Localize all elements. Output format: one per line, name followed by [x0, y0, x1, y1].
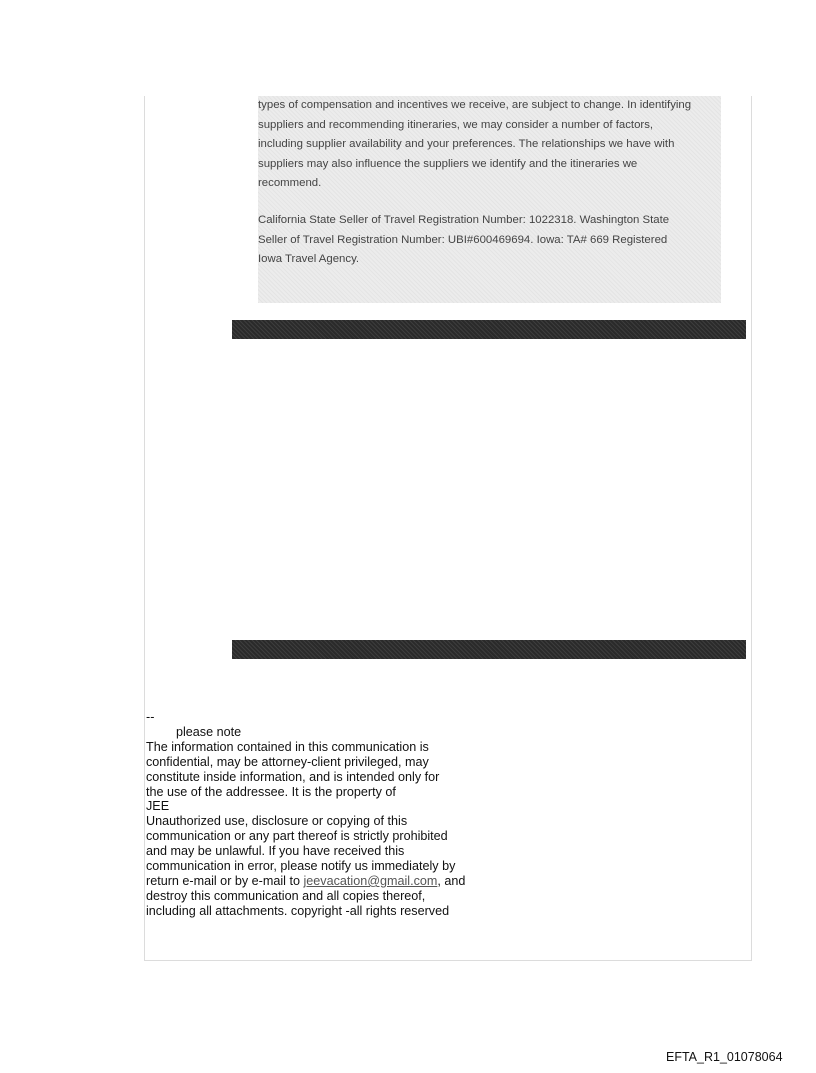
confidentiality-line: destroy this communication and all copies thereof, [146, 888, 426, 903]
email-signature [146, 710, 566, 919]
confidentiality-line: the use of the addressee. It is the property of [146, 784, 396, 799]
confidentiality-line: JEE [146, 799, 170, 814]
registration-line: California State Seller of Travel Registration Number: 1022318. Washington State [258, 214, 670, 226]
travel-disclosure-box [258, 96, 721, 303]
disclosure-line: suppliers and recommending itineraries, we may consider a number of factors, [258, 118, 654, 131]
disclosure-paragraph-registration [258, 211, 721, 270]
email-link[interactable]: jeevacation@gmail.com [303, 873, 438, 888]
confidentiality-line: confidential, may be attorney-client privileged, may [146, 754, 429, 769]
confidentiality-line: communication or any part thereof is strictly prohibited [146, 829, 448, 844]
confidentiality-line: constitute inside information, and is intended only for [146, 769, 440, 784]
email-line-suffix: , and [437, 873, 466, 888]
registration-line: Iowa Travel Agency. [258, 253, 360, 266]
redaction-bar-top [232, 320, 746, 339]
confidentiality-line: and may be unlawful. If you have received this [146, 844, 405, 859]
email-contact-line [146, 874, 566, 889]
disclosure-line: types of compensation and incentives we receive, are subject to change. In identifying [258, 99, 692, 111]
email-line-prefix: return e-mail or by e-mail to [146, 873, 304, 888]
redaction-bar-bottom [232, 640, 746, 659]
signature-separator: -- [146, 710, 155, 724]
confidentiality-line: Unauthorized use, disclosure or copying of this [146, 814, 408, 829]
disclosure-paragraph-compensation [258, 96, 721, 194]
confidentiality-line: The information contained in this communication is [146, 739, 429, 754]
note-heading: please note [176, 724, 242, 739]
confidentiality-line: including all attachments. copyright -all rights reserved [146, 903, 450, 918]
registration-line: Seller of Travel Registration Number: UBI#600469694. Iowa: TA# 669 Registered [258, 233, 668, 246]
confidentiality-line: communication in error, please notify us immediately by [146, 859, 456, 874]
disclosure-line: suppliers may also influence the suppliers we identify and the itineraries we [258, 157, 638, 170]
document-id: EFTA_R1_01078064 [666, 1050, 783, 1064]
disclosure-line: recommend. [258, 177, 322, 190]
disclosure-line: including supplier availability and your preferences. The relationships we have with [258, 138, 675, 151]
